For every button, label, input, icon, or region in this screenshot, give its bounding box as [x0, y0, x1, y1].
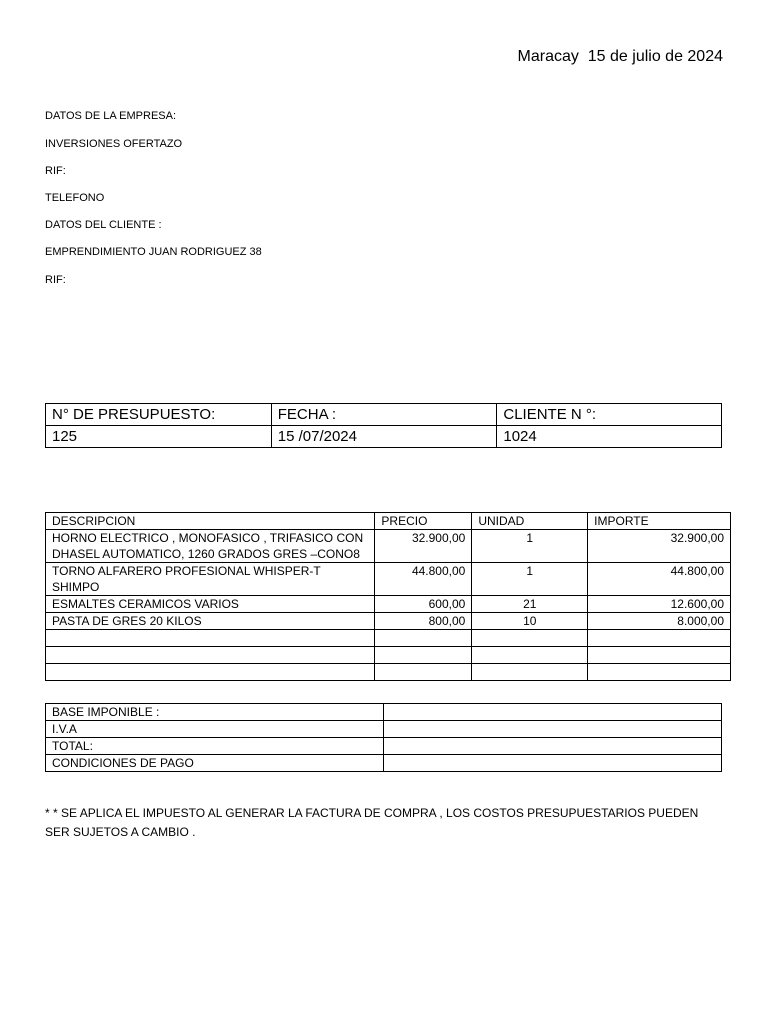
column-header-precio: PRECIO: [375, 513, 472, 530]
cell-unidad: 21: [472, 596, 588, 613]
client-name: EMPRENDIMIENTO JUAN RODRIGUEZ 38: [45, 246, 262, 258]
budget-client-number-label: CLIENTE N °:: [497, 404, 722, 426]
client-rif-label: RIF:: [45, 274, 66, 286]
table-row: [46, 630, 731, 647]
cell-importe: 8.000,00: [588, 613, 731, 630]
budget-header-labels-row: [46, 404, 722, 426]
table-row: [46, 613, 731, 630]
table-row: [46, 596, 731, 613]
column-header-descripcion: DESCRIPCION: [46, 513, 375, 530]
company-phone-label: TELEFONO: [45, 192, 105, 204]
payment-conditions-label: CONDICIONES DE PAGO: [46, 755, 384, 772]
cell-importe: [588, 630, 731, 647]
cell-descripcion: ESMALTES CERAMICOS VARIOS: [46, 596, 375, 613]
column-header-unidad: UNIDAD: [472, 513, 588, 530]
base-imponible-label: BASE IMPONIBLE :: [46, 704, 384, 721]
table-row: [46, 530, 731, 563]
items-table-header-row: [46, 513, 731, 530]
cell-precio: 800,00: [375, 613, 472, 630]
cell-descripcion: TORNO ALFARERO PROFESIONAL WHISPER-T SHIMPO: [46, 563, 375, 596]
cell-precio: 600,00: [375, 596, 472, 613]
cell-precio: [375, 664, 472, 681]
company-section-label: DATOS DE LA EMPRESA:: [45, 110, 177, 122]
budget-header-values-row: [46, 426, 722, 448]
cell-importe: 44.800,00: [588, 563, 731, 596]
totals-row: [46, 738, 722, 755]
cell-precio: 44.800,00: [375, 563, 472, 596]
payment-conditions-value: [383, 755, 721, 772]
column-header-importe: IMPORTE: [588, 513, 731, 530]
items-table: [45, 512, 731, 681]
iva-label: I.V.A: [46, 721, 384, 738]
cell-descripcion: [46, 664, 375, 681]
budget-number-value: 125: [46, 426, 272, 448]
document-date: Maracay 15 de julio de 2024: [517, 48, 723, 65]
cell-importe: [588, 647, 731, 664]
totals-row: [46, 704, 722, 721]
totals-table: [45, 703, 722, 772]
cell-unidad: [472, 647, 588, 664]
cell-descripcion: [46, 647, 375, 664]
cell-descripcion: PASTA DE GRES 20 KILOS: [46, 613, 375, 630]
base-imponible-value: [383, 704, 721, 721]
cell-descripcion: HORNO ELECTRICO , MONOFASICO , TRIFASICO CON DHASEL AUTOMATICO, 1260 GRADOS GRES –CONO8: [46, 530, 375, 563]
total-label: TOTAL:: [46, 738, 384, 755]
budget-number-label: N° DE PRESUPUESTO:: [46, 404, 272, 426]
cell-unidad: 1: [472, 530, 588, 563]
table-row: [46, 647, 731, 664]
table-row: [46, 563, 731, 596]
client-section-label: DATOS DEL CLIENTE :: [45, 219, 162, 231]
cell-precio: [375, 647, 472, 664]
budget-date-label: FECHA :: [271, 404, 497, 426]
cell-descripcion: [46, 630, 375, 647]
cell-importe: 32.900,00: [588, 530, 731, 563]
cell-precio: [375, 630, 472, 647]
budget-date-value: 15 /07/2024: [271, 426, 497, 448]
tax-disclaimer-note: * * SE APLICA EL IMPUESTO AL GENERAR LA FACTURA DE COMPRA , LOS COSTOS PRESUPUESTARIOS PUEDEN SER SUJETOS A CAMBIO .: [45, 806, 699, 839]
table-row: [46, 664, 731, 681]
cell-importe: 12.600,00: [588, 596, 731, 613]
totals-row: [46, 755, 722, 772]
total-value: [383, 738, 721, 755]
budget-client-number-value: 1024: [497, 426, 722, 448]
cell-unidad: [472, 630, 588, 647]
totals-row: [46, 721, 722, 738]
budget-header-table: [45, 403, 722, 448]
company-name: INVERSIONES OFERTAZO: [45, 138, 183, 150]
iva-value: [383, 721, 721, 738]
cell-importe: [588, 664, 731, 681]
cell-unidad: 1: [472, 563, 588, 596]
cell-unidad: 10: [472, 613, 588, 630]
cell-precio: 32.900,00: [375, 530, 472, 563]
cell-unidad: [472, 664, 588, 681]
company-rif-label: RIF:: [45, 165, 66, 177]
